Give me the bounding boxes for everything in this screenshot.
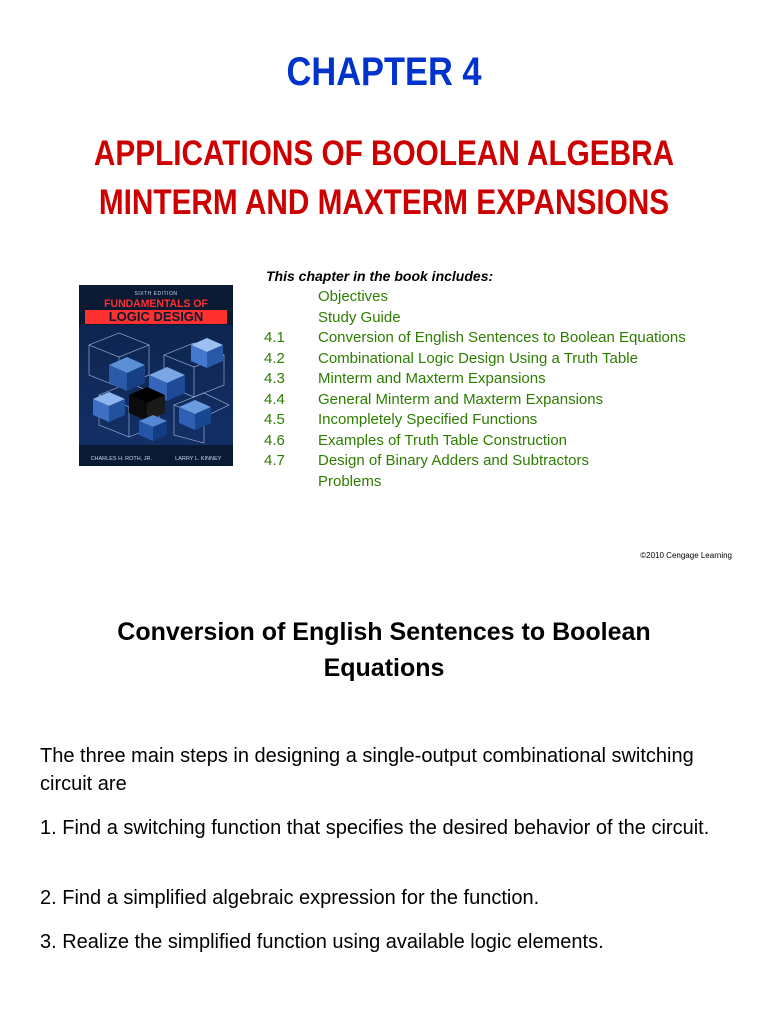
toc-item-label: Examples of Truth Table Construction bbox=[318, 431, 568, 449]
book-cover-image bbox=[79, 285, 233, 466]
cover-authors bbox=[79, 456, 233, 462]
intro-paragraph: The three main steps in designing a single-output combinational switching circuit are bbox=[40, 745, 694, 795]
toc-item-label: Conversion of English Sentences to Boolean Equations bbox=[318, 329, 686, 346]
toc-item-label: General Minterm and Maxterm Expansions bbox=[318, 390, 604, 408]
cover-cubes-graphic bbox=[79, 325, 233, 445]
cover-author-2: LARRY L. KINNEY bbox=[175, 456, 222, 462]
toc-item-number: 4.1 bbox=[264, 329, 285, 346]
step-2: 2. Find a simplified algebraic expression for the function. bbox=[40, 887, 540, 909]
toc-item-number: 4.3 bbox=[264, 370, 285, 387]
cover-title-line-1: FUNDAMENTALS OF bbox=[104, 298, 208, 310]
toc-item-number: 4.4 bbox=[264, 390, 285, 408]
toc-item-number: 4.6 bbox=[264, 431, 285, 449]
toc-item-label: Minterm and Maxterm Expansions bbox=[318, 370, 546, 387]
subtitle-line-2: MINTERM AND MAXTERM EXPANSIONS bbox=[98, 183, 670, 222]
cover-title-line-2: LOGIC DESIGN bbox=[85, 310, 227, 324]
section-title-line-1: Conversion of English Sentences to Boolean bbox=[117, 618, 651, 646]
cover-edition: SIXTH EDITION bbox=[134, 291, 178, 297]
toc-item-label: Problems bbox=[318, 472, 382, 490]
toc-item-label: Incompletely Specified Functions bbox=[318, 411, 538, 428]
cover-author-1: CHARLES H. ROTH, JR. bbox=[90, 456, 152, 462]
chapter-title: CHAPTER 4 bbox=[286, 50, 482, 94]
toc-item-label: Study Guide bbox=[318, 308, 401, 326]
toc-item-label: Objectives bbox=[318, 288, 389, 305]
toc-header: This chapter in the book includes: bbox=[266, 268, 494, 284]
section-title bbox=[0, 614, 768, 686]
copyright-notice: ©2010 Cengage Learning bbox=[640, 551, 732, 560]
toc-item-number: 4.7 bbox=[264, 452, 285, 469]
toc-item-label: Design of Binary Adders and Subtractors bbox=[318, 452, 589, 469]
step-1: 1. Find a switching function that specifies the desired behavior of the circuit. bbox=[40, 817, 710, 839]
section-title-line-2: Equations bbox=[323, 654, 445, 682]
subtitle-line-1: APPLICATIONS OF BOOLEAN ALGEBRA bbox=[93, 134, 675, 173]
toc-item-number: 4.2 bbox=[264, 349, 285, 367]
toc-item-label: Combinational Logic Design Using a Truth Table bbox=[318, 349, 638, 367]
toc-item-number: 4.5 bbox=[264, 411, 285, 428]
step-3: 3. Realize the simplified function using available logic elements. bbox=[40, 931, 604, 953]
